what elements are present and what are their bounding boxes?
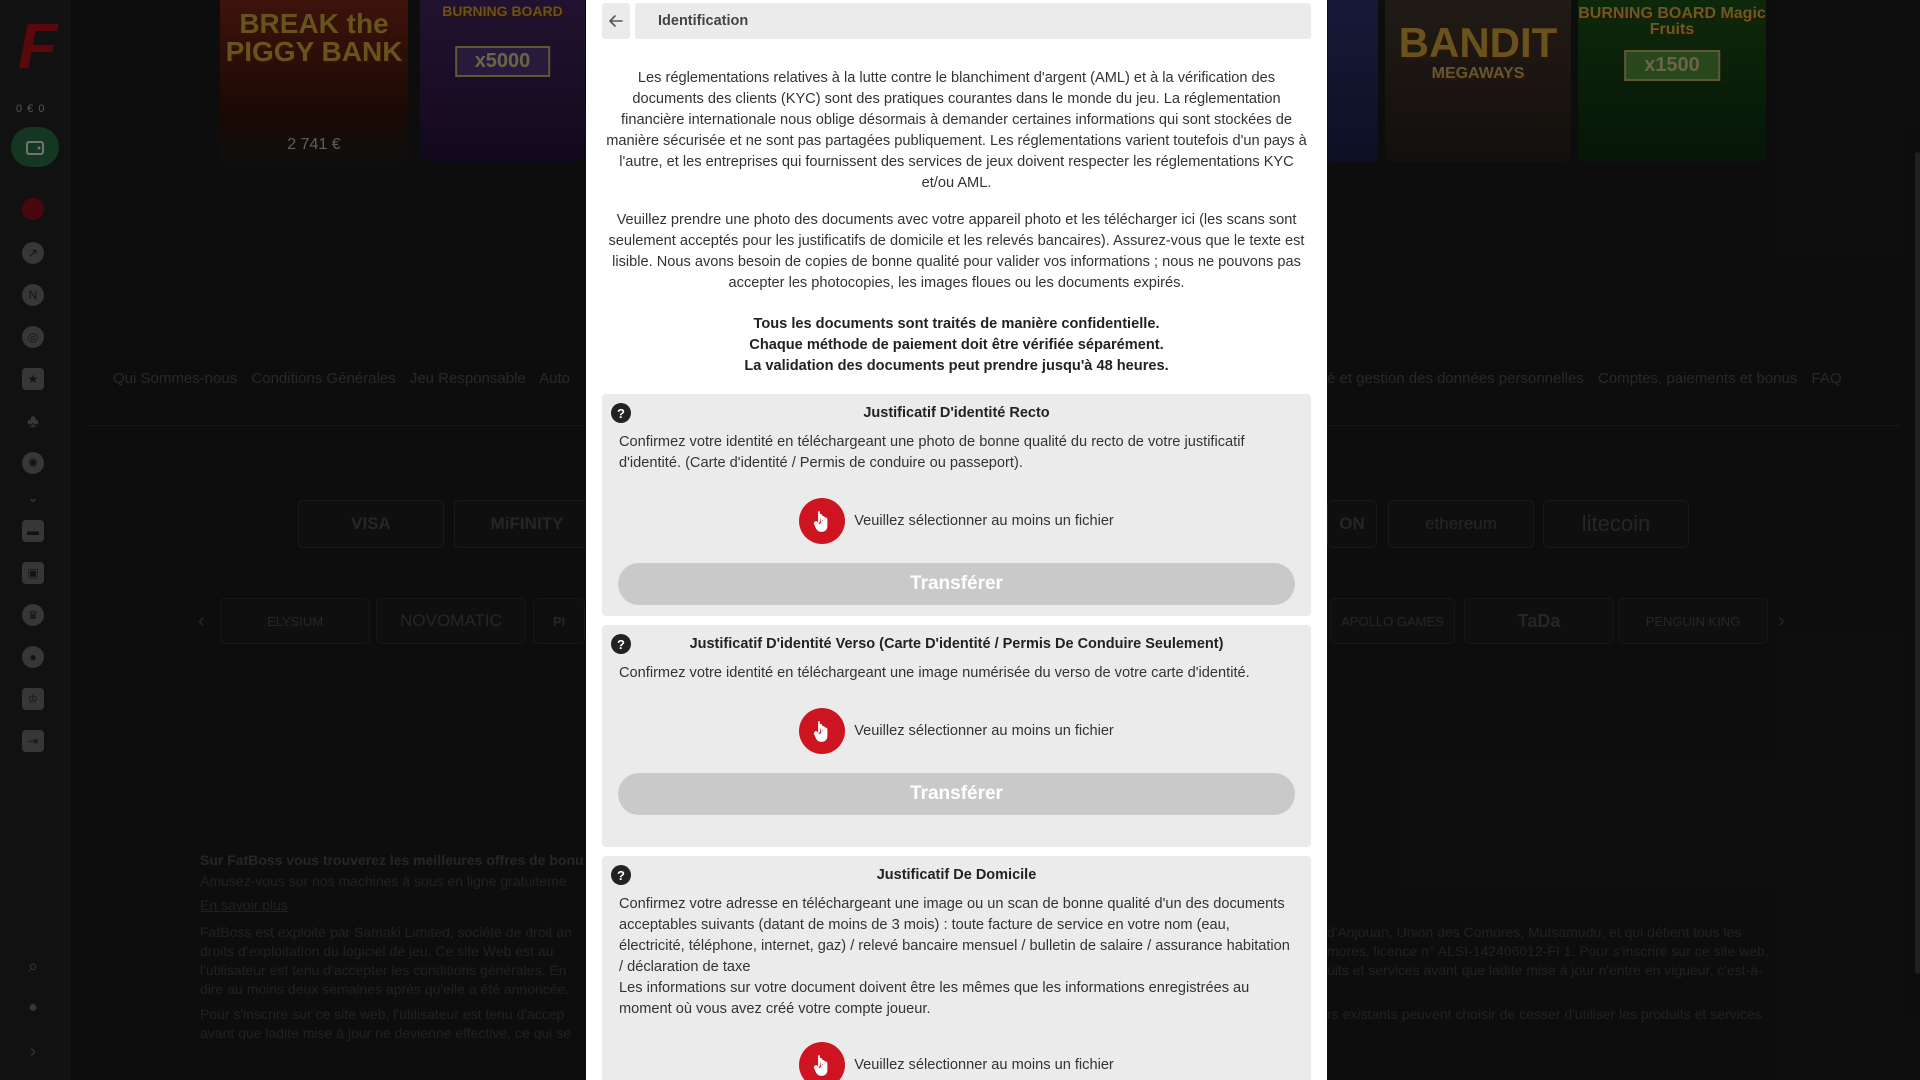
section-header <box>602 394 1311 432</box>
transfer-button[interactable]: Transférer <box>618 773 1295 815</box>
file-select-row[interactable] <box>602 1042 1311 1080</box>
proof-of-address-section <box>602 856 1311 1080</box>
file-select-label: Veuillez sélectionner au moins un fichier <box>854 513 1114 529</box>
id-front-section <box>602 394 1311 616</box>
file-select-button[interactable] <box>799 498 845 544</box>
notice-confidential: Tous les documents sont traités de manière confidentielle. <box>753 316 1160 332</box>
section-header <box>602 856 1311 894</box>
pointer-hand-icon <box>812 720 832 742</box>
help-icon[interactable]: ? <box>611 865 631 885</box>
file-select-row[interactable] <box>602 708 1311 754</box>
section-description: Confirmez votre adresse en téléchargeant une image ou un scan de bonne qualité d'un des documents acceptables suivants (datant de moins de 3 mois) : toute facture de service en votre nom (eau, électricité, téléphone, internet, gaz) / relevé bancaire mensuel / bulletin de salaire / assurance habitation / déclaration de taxe <box>619 896 1290 975</box>
section-title: Justificatif D'identité Recto <box>863 405 1050 421</box>
section-description-note: Les informations sur votre document doivent être les mêmes que les informations enregistrées au moment où vous avez créé votre compte joueur. <box>619 980 1250 1017</box>
pointer-hand-icon <box>812 510 832 532</box>
arrow-left-icon <box>609 15 623 27</box>
intro-text <box>602 68 1311 377</box>
file-select-label: Veuillez sélectionner au moins un fichier <box>854 1057 1114 1073</box>
file-select-row[interactable] <box>602 498 1311 544</box>
help-icon[interactable]: ? <box>611 634 631 654</box>
file-select-button[interactable] <box>799 1042 845 1080</box>
id-back-section <box>602 625 1311 847</box>
section-description: Confirmez votre identité en téléchargeant une photo de bonne qualité du recto de votre justificatif d'identité. (Carte d'identité / Permis de conduire ou passeport). <box>619 434 1245 471</box>
notice-payment-method: Chaque méthode de paiement doit être vérifiée séparément. <box>749 337 1164 353</box>
section-description: Confirmez votre identité en téléchargeant une image numérisée du verso de votre carte d'identité. <box>619 665 1250 681</box>
section-title: Justificatif D'identité Verso (Carte D'identité / Permis De Conduire Seulement) <box>689 636 1224 652</box>
intro-paragraph: Les réglementations relatives à la lutte contre le blanchiment d'argent (AML) et à la vérification des documents des clients (KYC) sont des pratiques courantes dans le monde du jeu. La réglementation financière internationale nous oblige désormais à demander certaines informations qui sont stockées de manière sécurisée et ne sont pas partagées publiquement. Les réglementations varient toutefois d'un pays à l'autre, et les entreprises qui fournissent des services de jeux doivent respecter les réglementations KYC et/ou AML. <box>606 70 1307 191</box>
back-button[interactable] <box>602 3 630 39</box>
transfer-button[interactable]: Transférer <box>618 563 1295 605</box>
intro-paragraph: Veuillez prendre une photo des documents avec votre appareil photo et les télécharger ici (les scans sont seulement acceptés pour les justificatifs de domicile et les relevés bancaires). Assurez-vous que le texte est lisible. Nous avons besoin de copies de bonne qualité pour valider vos informations ; nous ne pouvons pas accepter les photocopies, les images floues ou les documents expirés. <box>608 212 1305 291</box>
section-title: Justificatif De Domicile <box>876 867 1037 883</box>
section-header <box>602 625 1311 663</box>
modal-title: Identification <box>635 3 1311 39</box>
file-select-button[interactable] <box>799 708 845 754</box>
notice-validation-time: La validation des documents peut prendre jusqu'à 48 heures. <box>744 358 1169 374</box>
modal-header <box>602 3 1311 39</box>
file-select-label: Veuillez sélectionner au moins un fichier <box>854 723 1114 739</box>
identification-modal <box>586 0 1327 1080</box>
help-icon[interactable]: ? <box>611 403 631 423</box>
pointer-hand-icon <box>812 1054 832 1076</box>
